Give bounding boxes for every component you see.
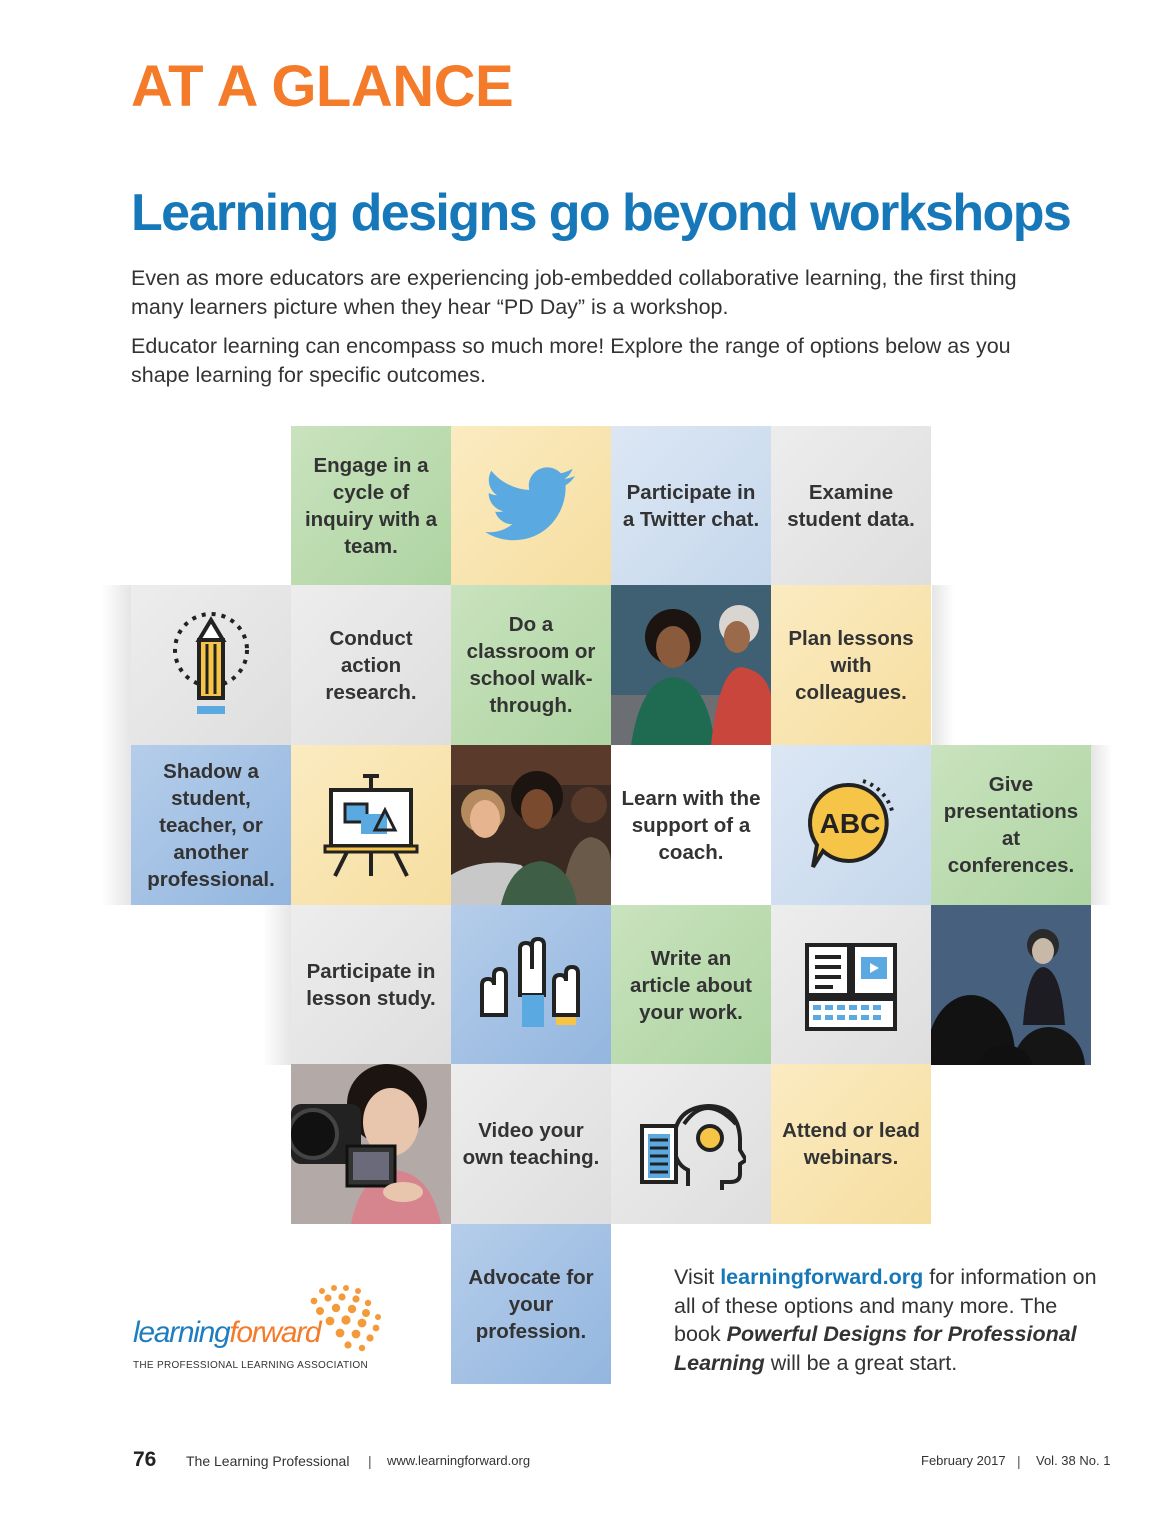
tile-listening [611,1064,771,1224]
footer-date: February 2017 [921,1453,1006,1468]
tile-write-article [611,905,771,1065]
tile-advocate [451,1224,611,1384]
logo-wordmark [133,1316,320,1350]
tile-label: Attend or lead webinars. [782,1119,920,1169]
tile-label: Give presentations at conferences. [943,773,1079,877]
page-number: 76 [133,1448,157,1471]
tile-presentations [931,745,1091,905]
svg-text:ABC: ABC [819,808,881,839]
tile-ebook [771,905,931,1065]
tile-label: Conduct action research. [325,626,417,704]
intro-paragraph-2: Educator learning can encompass so much more! Explore the range of options below as you shape learning for specific outcomes. [131,334,1011,387]
tile-label: Shadow a student, teacher, or another professional. [147,759,275,891]
photo-video-camera [291,1064,451,1224]
intro-paragraph-1: Even as more educators are experiencing job-embedded collaborative learning, the first thing many learners picture when they hear “PD Day” is a workshop. [131,266,1017,319]
tile-abc [771,745,931,905]
website-link[interactable]: learningforward.org [720,1265,924,1289]
tile-label: Engage in a cycle of inquiry with a team. [304,454,438,558]
tile-label: Plan lessons with colleagues. [788,626,914,704]
head-headphones-icon [636,1094,746,1194]
footer-publication: The Learning Professional [186,1453,350,1469]
footer-separator: | [1017,1453,1021,1469]
book-title: Powerful Designs for Professional Learning [674,1322,1077,1375]
photo-colleagues [611,585,771,745]
abc-speech-bubble-icon [801,775,901,875]
visit-paragraph [674,1263,1104,1377]
tile-hands [451,905,611,1065]
visit-text: will be a great start. [764,1350,958,1375]
tile-inquiry [291,426,451,586]
tile-walkthrough [451,585,611,745]
footer-url[interactable]: www.learningforward.org [387,1453,531,1468]
tile-plan-lessons [771,585,931,745]
tile-action-research [291,585,451,745]
raised-hands-icon [476,935,586,1035]
tile-twitter [451,426,611,586]
fold-shadow [101,745,131,905]
visit-text: Visit [674,1265,721,1289]
section-kicker: AT A GLANCE [131,54,514,119]
tile-pencil [131,585,291,745]
fold-shadow [1091,745,1113,905]
visit-text: for information on all of these options and many more. The book [674,1265,1097,1346]
tile-label: Do a classroom or school walk-through. [466,613,596,717]
tile-label: Learn with the support of a coach. [621,786,761,864]
tile-label: Video your own teaching. [462,1119,600,1169]
tile-student-data [771,426,931,586]
tile-label: Participate in a Twitter chat. [622,481,760,531]
logo-tagline: THE PROFESSIONAL LEARNING ASSOCIATION [133,1360,369,1371]
tile-twitter-chat [611,426,771,586]
footer-volume: Vol. 38 No. 1 [1036,1453,1111,1468]
twitter-bird-icon [483,466,579,546]
tile-webinars [771,1064,931,1224]
tile-label: Examine student data. [787,481,915,531]
pencil-idea-icon [166,610,256,720]
page-title: Learning designs go beyond workshops [131,184,1071,242]
tile-lesson-study [291,905,451,1065]
logo-word-forward: forward [229,1316,321,1349]
tile-video [451,1064,611,1224]
tile-label: Write an article about your work. [630,946,752,1024]
tile-easel [291,745,451,905]
book-keyboard-icon [801,935,901,1035]
logo-word-learning: learning [133,1316,230,1349]
tile-shadow [131,745,291,905]
tile-label: Advocate for your profession. [468,1265,594,1343]
tile-label: Participate in lesson study. [306,960,436,1010]
tile-coach [611,745,771,905]
presentation-easel-icon [321,770,421,880]
fold-shadow [262,905,292,1065]
footer-separator: | [368,1453,372,1469]
photo-group-discussion [451,745,611,905]
fold-shadow [101,585,131,745]
fold-shadow [932,585,954,745]
photo-presenter [931,905,1091,1065]
